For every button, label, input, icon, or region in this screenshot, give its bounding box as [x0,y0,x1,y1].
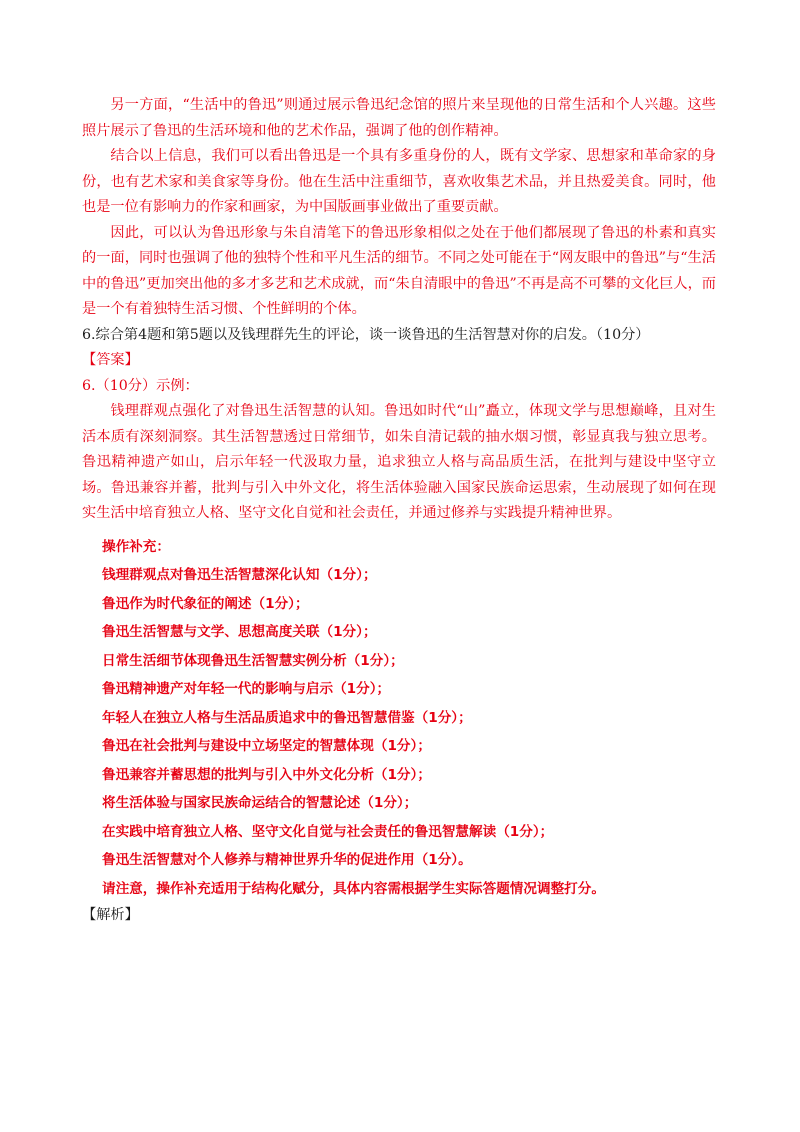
supplement-list [82,533,716,904]
paragraph-life-luxun: 另一方面，“生活中的鲁迅”则通过展示鲁迅纪念馆的照片来呈现他的日常生活和个人兴趣。这些照片展示了鲁迅的生活环境和他的艺术作品，强调了他的创作精神。 [82,97,716,139]
paragraph-multiple-identities: 结合以上信息，我们可以看出鲁迅是一个具有多重身份的人，既有文学家、思想家和革命家的身份，也有艺术家和美食家等身份。他在生活中注重细节，喜欢收集艺术品，并且热爱美食。同时，他也是一位有影响力的作家和画家，为中国版画事业做出了重要贡献。 [82,148,716,215]
paragraph-comparison: 因此，可以认为鲁迅形象与朱自清笔下的鲁迅形象相似之处在于他们都展现了鲁迅的朴素和真实的一面，同时也强调了他的独特个性和平凡生活的细节。不同之处可能在于“网友眼中的鲁迅”与“生活中的鲁迅”更加突出他的多才多艺和艺术成就，而“朱自清眼中的鲁迅”不再是高不可攀的文化巨人，而是一个有着独特生活习惯、个性鲜明的个体。 [82,224,716,317]
supplement-item: 将生活体验与国家民族命运结合的智慧论述（1分）； [102,795,418,811]
supplement-title: 操作补充： [102,538,170,555]
supplement-item: 在实践中培育独立人格、坚守文化自觉与社会责任的鲁迅智慧解读（1分）； [102,823,554,840]
answer-head: 6.（10分）示例： [82,377,199,394]
answer-body: 钱理群观点强化了对鲁迅生活智慧的认知。鲁迅如时代“山”矗立，体现文学与思想巅峰，且对生活本质有深刻洞察。其生活智慧透过日常细节，如朱自清记载的抽水烟习惯，彰显真我与独立思考。鲁迅精神遗产如山，启示年轻一代汲取力量，追求独立人格与高品质生活，在批判与建设中坚守立场。鲁迅兼容并蓄，批判与引入中外文化，将生活体验融入国家民族命运思索，生动展现了如何在现实生活中培育独立人格、坚守文化自觉和社会责任，并通过修养与实践提升精神世界。 [82,403,716,521]
supplement-note: 请注意，操作补充适用于结构化赋分，具体内容需根据学生实际答题情况调整打分。 [102,880,605,897]
supplement-item: 鲁迅在社会批判与建设中立场坚定的智慧体现（1分）； [102,738,431,754]
document-page [82,93,716,929]
supplement-item: 年轻人在独立人格与生活品质追求中的鲁迅智慧借鉴（1分）； [102,709,472,726]
answer-label: 【答案】 [82,352,139,368]
supplement-item: 钱理群观点对鲁迅生活智慧深化认知（1分）； [102,567,377,583]
supplement-item: 鲁迅精神遗产对年轻一代的影响与启示（1分）； [102,681,391,697]
supplement-item: 鲁迅生活智慧对个人修养与精神世界升华的促进作用（1分）。 [102,852,472,868]
supplement-item: 鲁迅作为时代象征的阐述（1分）； [102,595,309,612]
supplement-item: 鲁迅兼容并蓄思想的批判与引入中外文化分析（1分）； [102,766,431,783]
supplement-item: 鲁迅生活智慧与文学、思想高度关联（1分）； [102,624,377,640]
question-6: 6.综合第4题和第5题以及钱理群先生的评论，谈一谈鲁迅的生活智慧对你的启发。（10分） [82,326,650,343]
supplement-item: 日常生活细节体现鲁迅生活智慧实例分析（1分）； [102,652,404,669]
analysis-label: 【解析】 [82,907,139,923]
